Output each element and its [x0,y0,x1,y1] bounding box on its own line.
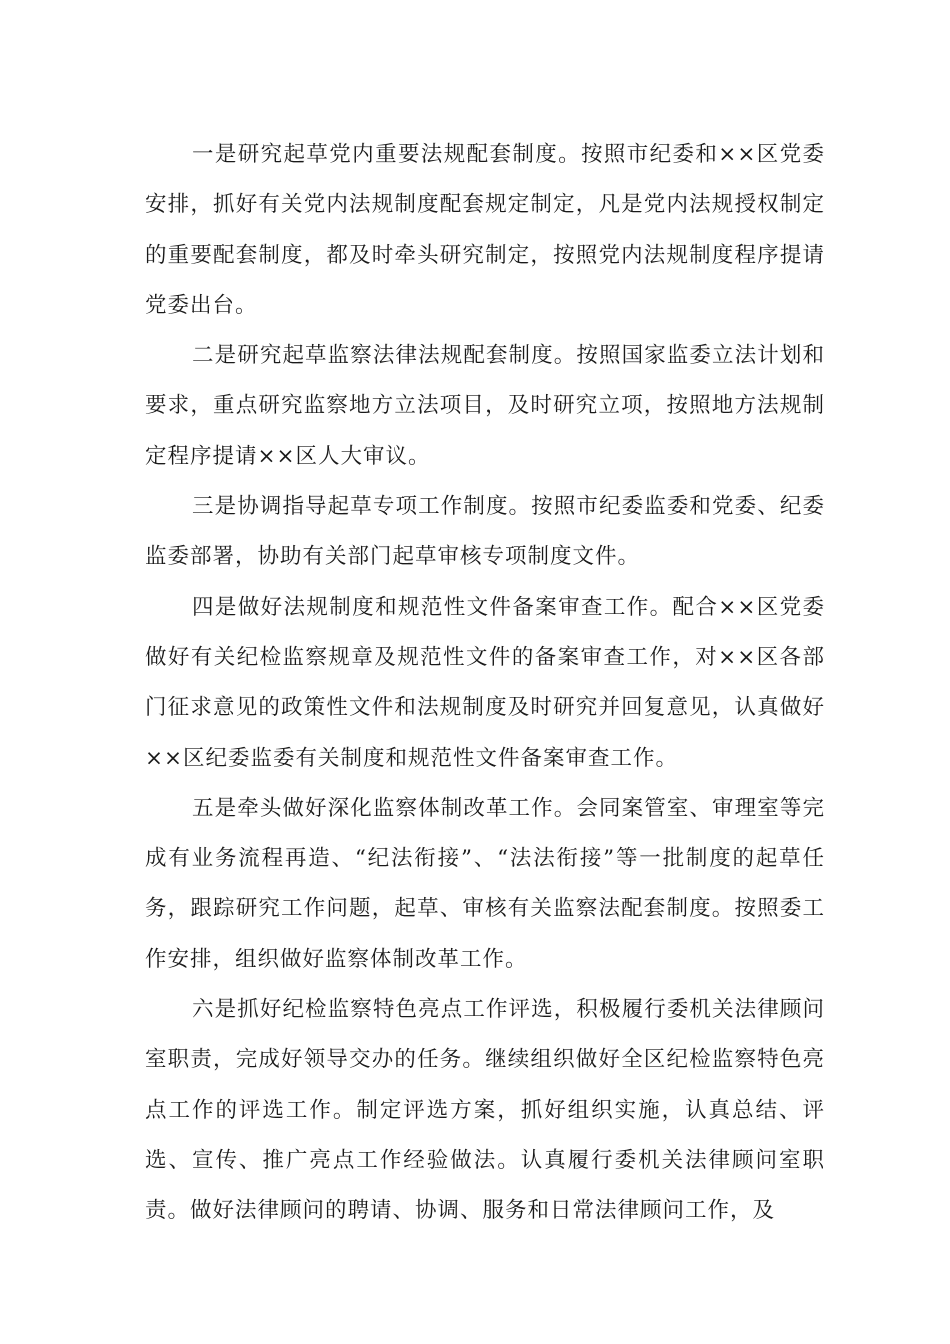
paragraph-research-supervision-laws: 二是研究起草监察法律法规配套制度。按照国家监委立法计划和要求，重点研究监察地方立法项目，及时研究立项，按照地方法规制定程序提请××区人大审议。 [145,343,825,469]
paragraph-filing-review: 四是做好法规制度和规范性文件备案审查工作。配合××区党委做好有关纪检监察规章及规范性文件的备案审查工作，对××区各部门征求意见的政策性文件和法规制度及时研究并回复意见，认真做好××区纪委监委有关制度和规范性文件备案审查工作。 [145,594,825,771]
paragraph-coordinate-special-rules: 三是协调指导起草专项工作制度。按照市纪委监委和党委、纪委监委部署，协助有关部门起草审核专项制度文件。 [145,494,825,570]
paragraph-supervision-reform: 五是牵头做好深化监察体制改革工作。会同案管室、审理室等完成有业务流程再造、“纪法衔接”、“法法衔接”等一批制度的起草任务，跟踪研究工作问题，起草、审核有关监察法配套制度。按照委工作安排，组织做好监察体制改革工作。 [145,795,825,972]
paragraph-highlight-evaluation: 六是抓好纪检监察特色亮点工作评选，积极履行委机关法律顾问室职责，完成好领导交办的任务。继续组织做好全区纪检监察特色亮点工作的评选工作。制定评选方案，抓好组织实施，认真总结、评选、宣传、推广亮点工作经验做法。认真履行委机关法律顾问室职责。做好法律顾问的聘请、协调、服务和日常法律顾问工作，及 [145,997,825,1224]
document-body [145,130,825,1237]
paragraph-research-party-regulations: 一是研究起草党内重要法规配套制度。按照市纪委和××区党委安排，抓好有关党内法规制度配套规定制定，凡是党内法规授权制定的重要配套制度，都及时牵头研究制定，按照党内法规制度程序提请党委出台。 [145,142,825,318]
